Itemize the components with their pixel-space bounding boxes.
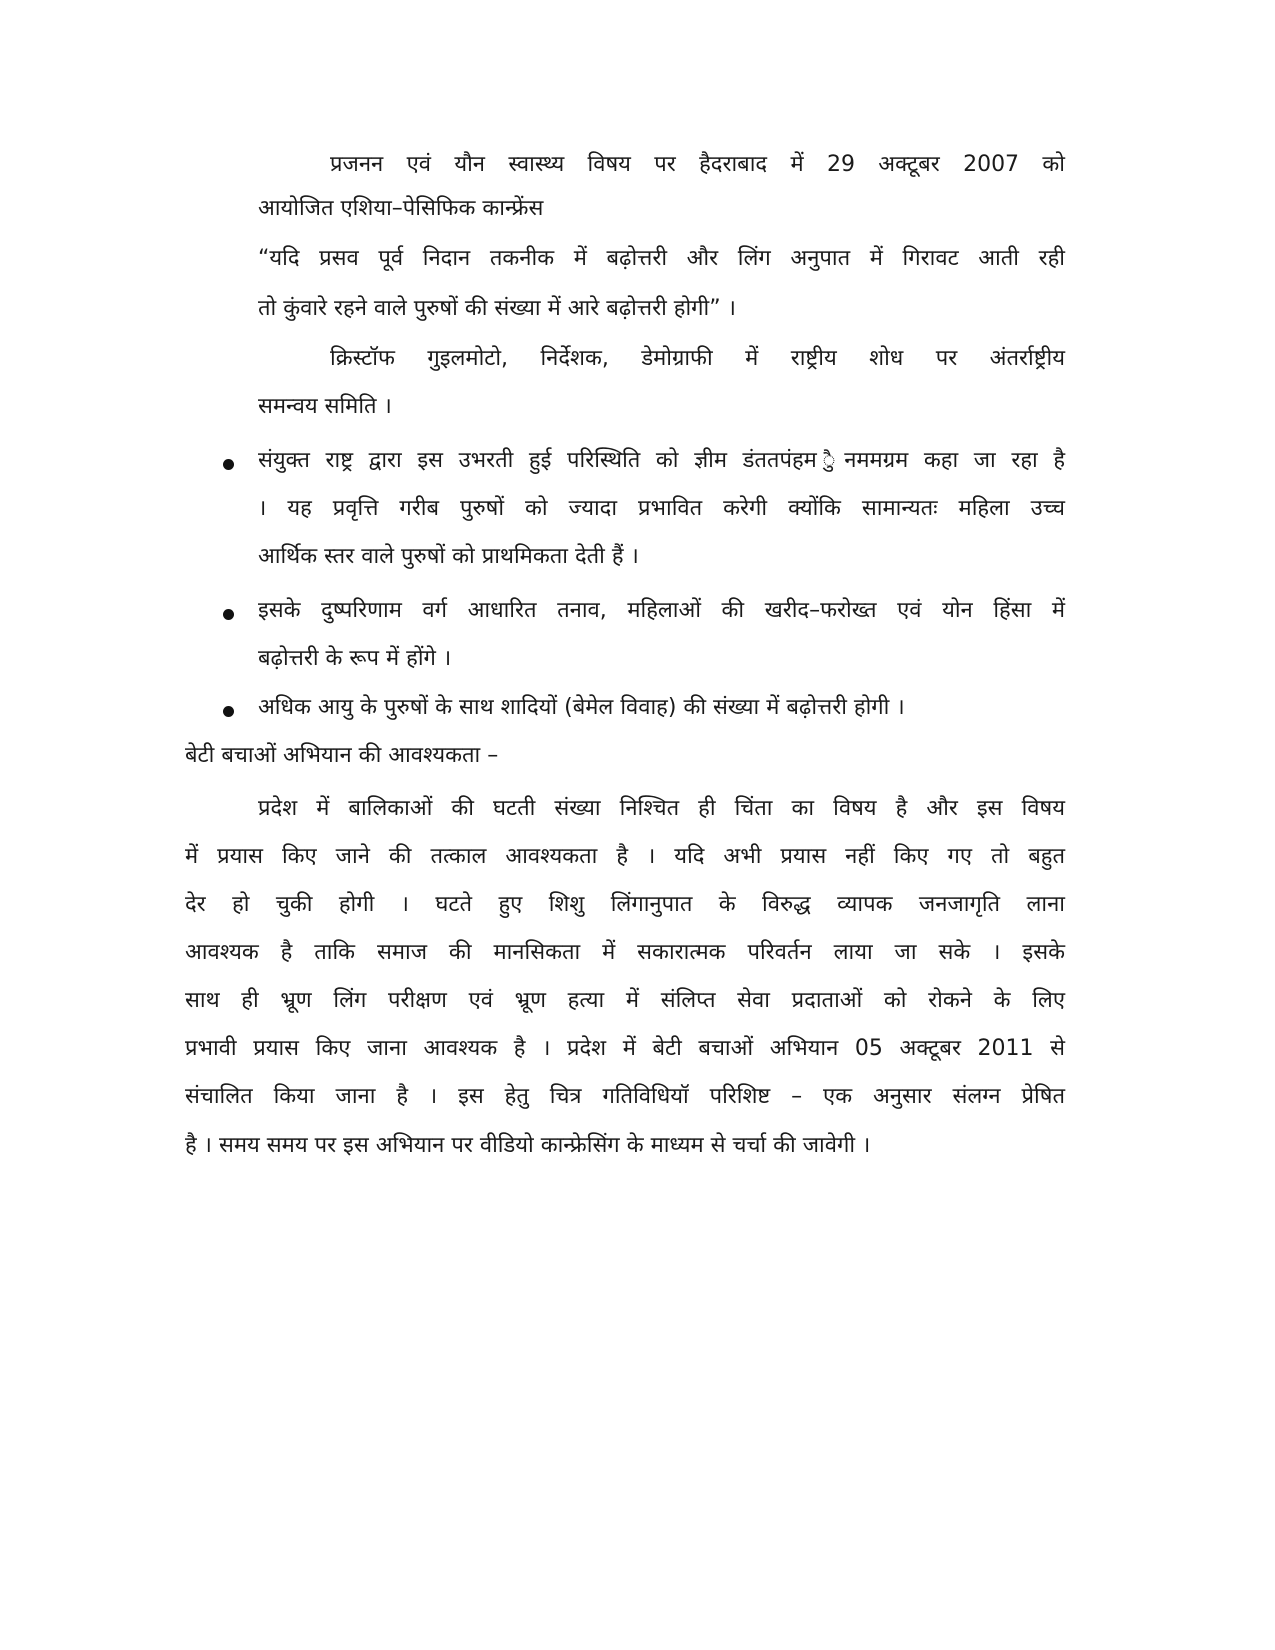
para-line-6: प्रभावी प्रयास किए जाना आवश्यक है । प्रदेश में बेटी बचाओं अभियान 05 अक्टूबर 2011 से <box>185 1036 1065 1061</box>
bullet-2-line-1: इसके दुष्परिणाम वर्ग आधारित तनाव, महिलाओं की खरीद–फरोख्त एवं योन हिंसा में <box>258 598 1065 623</box>
bullet-1-line-3: आर्थिक स्तर वाले पुरुषों को प्राथमिकता देती हैं । <box>258 544 639 569</box>
para-line-3: देर हो चुकी होगी । घटते हुए शिशु लिंगानुपात के विरुद्ध व्यापक जनजागृति लाना <box>185 892 1065 917</box>
para-line-4: आवश्यक है ताकि समाज की मानसिकता में सकारात्मक परिवर्तन लाया जा सके । इसके <box>185 940 1065 965</box>
para-line-2: में प्रयास किए जाने की तत्काल आवश्यकता है । यदि अभी प्रयास नहीं किए गए तो बहुत <box>185 844 1065 869</box>
intro-line-1: प्रजनन एवं यौन स्वास्थ्य विषय पर हैदराबाद में 29 अक्टूबर 2007 को <box>330 152 1065 177</box>
bullet-dot <box>223 609 234 620</box>
quote-line-1: “यदि प्रसव पूर्व निदान तकनीक में बढ़ोत्तरी और लिंग अनुपात में गिरावट आती रही <box>258 246 1065 271</box>
para-line-5: साथ ही भ्रूण लिंग परीक्षण एवं भ्रूण हत्या में संलिप्त सेवा प्रदाताओं को रोकने के लिए <box>185 988 1065 1013</box>
attribution-line-1: क्रिस्टॉफ गुइलमोटो, निर्देशक, डेमोग्राफी में राष्ट्रीय शोध पर अंतर्राष्ट्रीय <box>330 346 1065 371</box>
attribution-line-2: समन्वय समिति । <box>258 394 392 419</box>
bullet-1-line-1: संयुक्त राष्ट्र द्वारा इस उभरती हुई परिस्थिति को ज्ञीम डंततपंहम ैुनममग्रम कहा जा रहा है <box>258 448 1065 473</box>
para-line-8: है । समय समय पर इस अभियान पर वीडियो कान्फ्रेसिंग के माध्यम से चर्चा की जावेगी । <box>185 1133 871 1158</box>
quote-line-2: तो कुंवारे रहने वाले पुरुषों की संख्या में आरे बढ़ोत्तरी होगी” । <box>258 296 736 321</box>
bullet-3-line-1: अधिक आयु के पुरुषों के साथ शादियों (बेमेल विवाह) की संख्या में बढ़ोत्तरी होगी । <box>258 695 905 720</box>
section-heading: बेटी बचाओं अभियान की आवश्यकता – <box>185 743 499 768</box>
bullet-dot <box>223 459 234 470</box>
bullet-dot <box>223 706 234 717</box>
para-line-7: संचालित किया जाना है । इस हेतु चित्र गतिविधियॉ परिशिष्ट – एक अनुसार संलग्न प्रेषित <box>185 1084 1065 1109</box>
bullet-1-line-2: । यह प्रवृत्ति गरीब पुरुषों को ज्यादा प्रभावित करेगी क्योंकि सामान्यतः महिला उच्च <box>258 496 1065 521</box>
para-line-1: प्रदेश में बालिकाओं की घटती संख्या निश्चित ही चिंता का विषय है और इस विषय <box>258 796 1065 821</box>
intro-line-2: आयोजित एशिया–पेसिफिक कान्फ्रेंस <box>258 196 544 221</box>
bullet-2-line-2: बढ़ोत्तरी के रूप में होंगे । <box>258 646 452 671</box>
